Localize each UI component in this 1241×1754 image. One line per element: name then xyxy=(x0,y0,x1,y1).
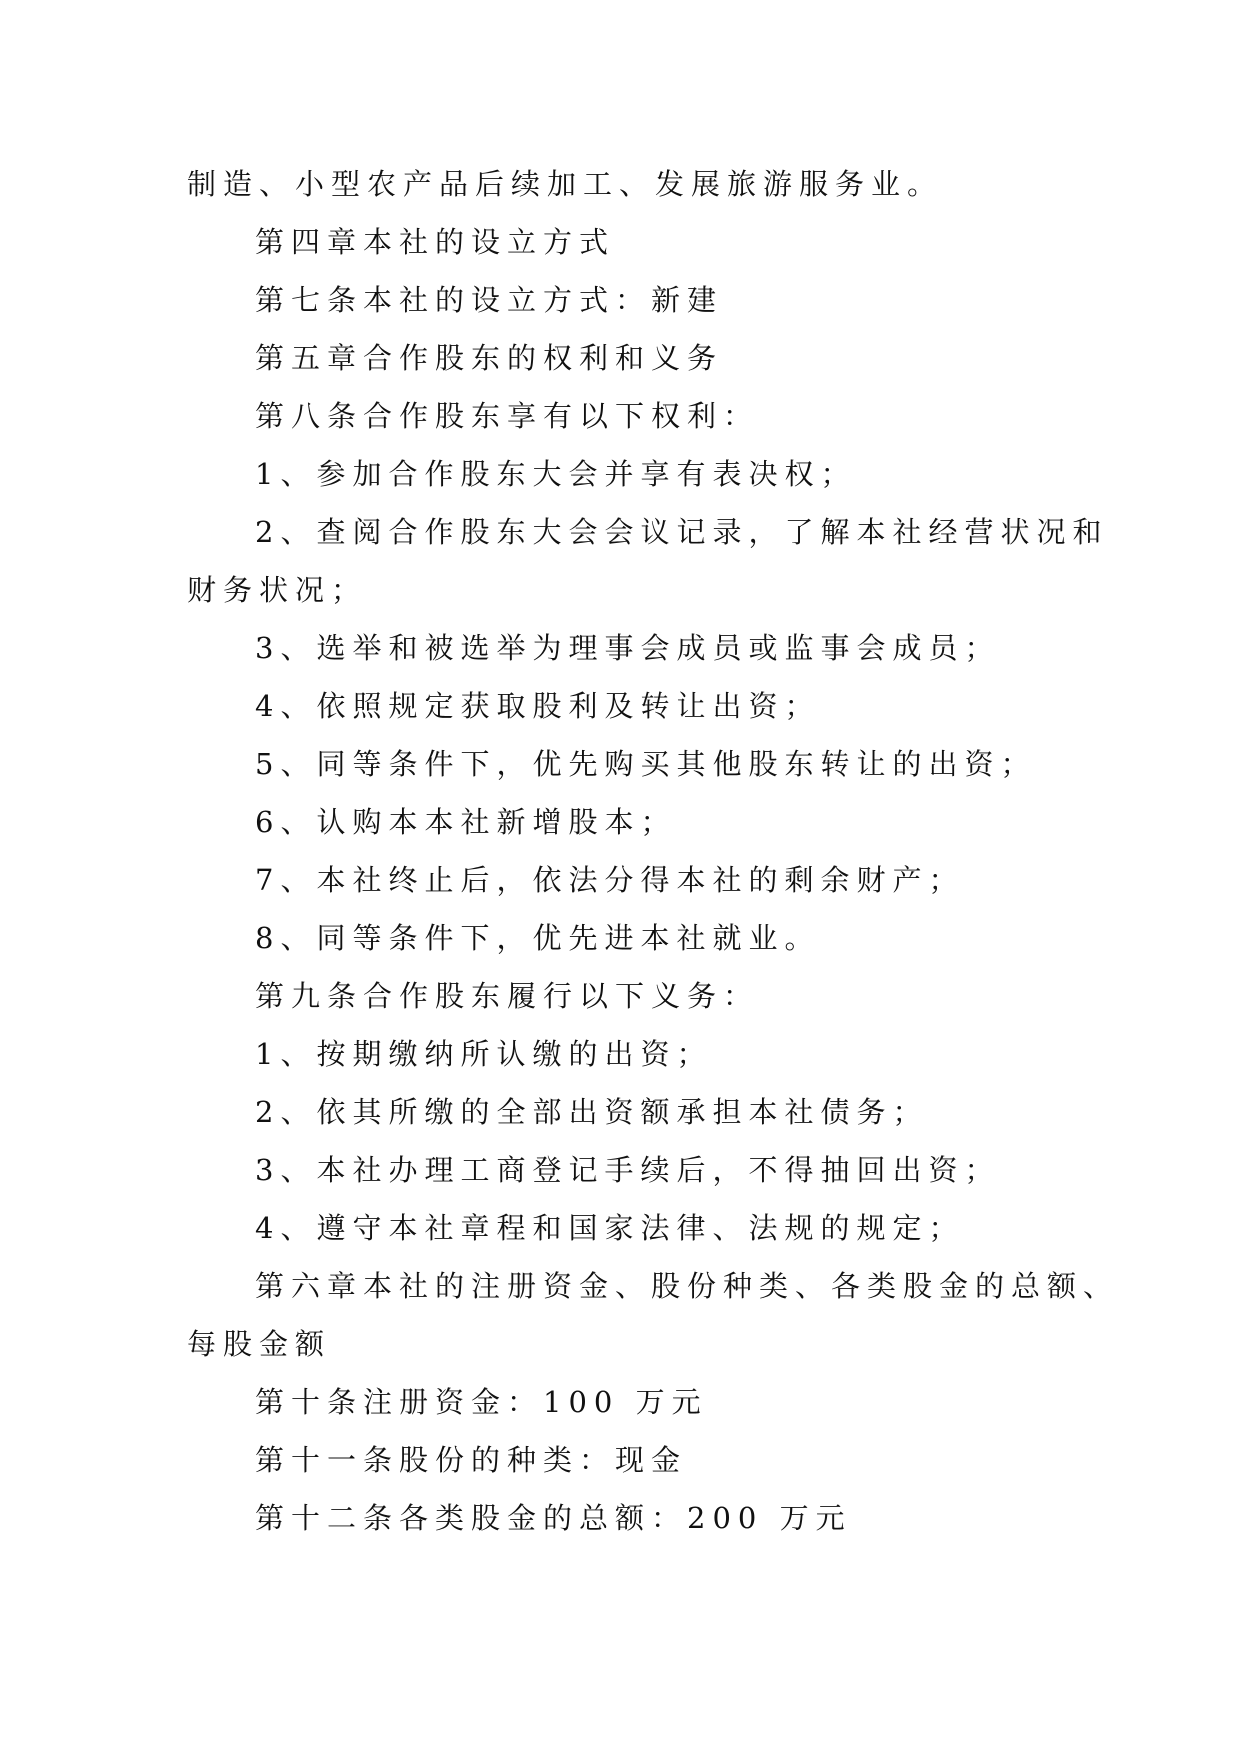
document-body xyxy=(187,155,1120,1547)
list-item: 4、依照规定获取股利及转让出资； xyxy=(255,689,821,723)
article-line: 第九条合作股东履行以下义务： xyxy=(255,979,760,1013)
list-item-continuation: 财务状况； xyxy=(187,573,368,607)
chapter-heading: 第六章本社的注册资金、股份种类、各类股金的总额、 xyxy=(255,1269,1120,1303)
list-item: 5、同等条件下，优先购买其他股东转让的出资； xyxy=(255,747,1037,781)
list-item: 6、认购本本社新增股本； xyxy=(255,805,677,839)
chapter-heading: 第四章本社的设立方式 xyxy=(255,225,616,259)
list-item: 2、依其所缴的全部出资额承担本社债务； xyxy=(255,1095,929,1129)
paragraph-line: 制造、小型农产品后续加工、发展旅游服务业。 xyxy=(187,167,944,201)
article-line: 第十条注册资金：100 万元 xyxy=(255,1385,708,1419)
list-item: 7、本社终止后，依法分得本社的剩余财产； xyxy=(255,863,965,897)
article-line: 第八条合作股东享有以下权利： xyxy=(255,399,760,433)
chapter-heading-continuation: 每股金额 xyxy=(187,1327,332,1361)
article-line: 第十二条各类股金的总额：200 万元 xyxy=(255,1501,852,1535)
list-item: 2、查阅合作股东大会会议记录，了解本社经营状况和 xyxy=(255,515,1109,549)
list-item: 3、本社办理工商登记手续后，不得抽回出资； xyxy=(255,1153,1001,1187)
list-item: 4、遵守本社章程和国家法律、法规的规定； xyxy=(255,1211,965,1245)
article-line: 第七条本社的设立方式：新建 xyxy=(255,283,724,317)
list-item: 1、参加合作股东大会并享有表决权； xyxy=(255,457,857,491)
article-line: 第十一条股份的种类：现金 xyxy=(255,1443,688,1477)
chapter-heading: 第五章合作股东的权利和义务 xyxy=(255,341,724,375)
list-item: 3、选举和被选举为理事会成员或监事会成员； xyxy=(255,631,1001,665)
list-item: 8、同等条件下，优先进本社就业。 xyxy=(255,921,821,955)
list-item: 1、按期缴纳所认缴的出资； xyxy=(255,1037,713,1071)
